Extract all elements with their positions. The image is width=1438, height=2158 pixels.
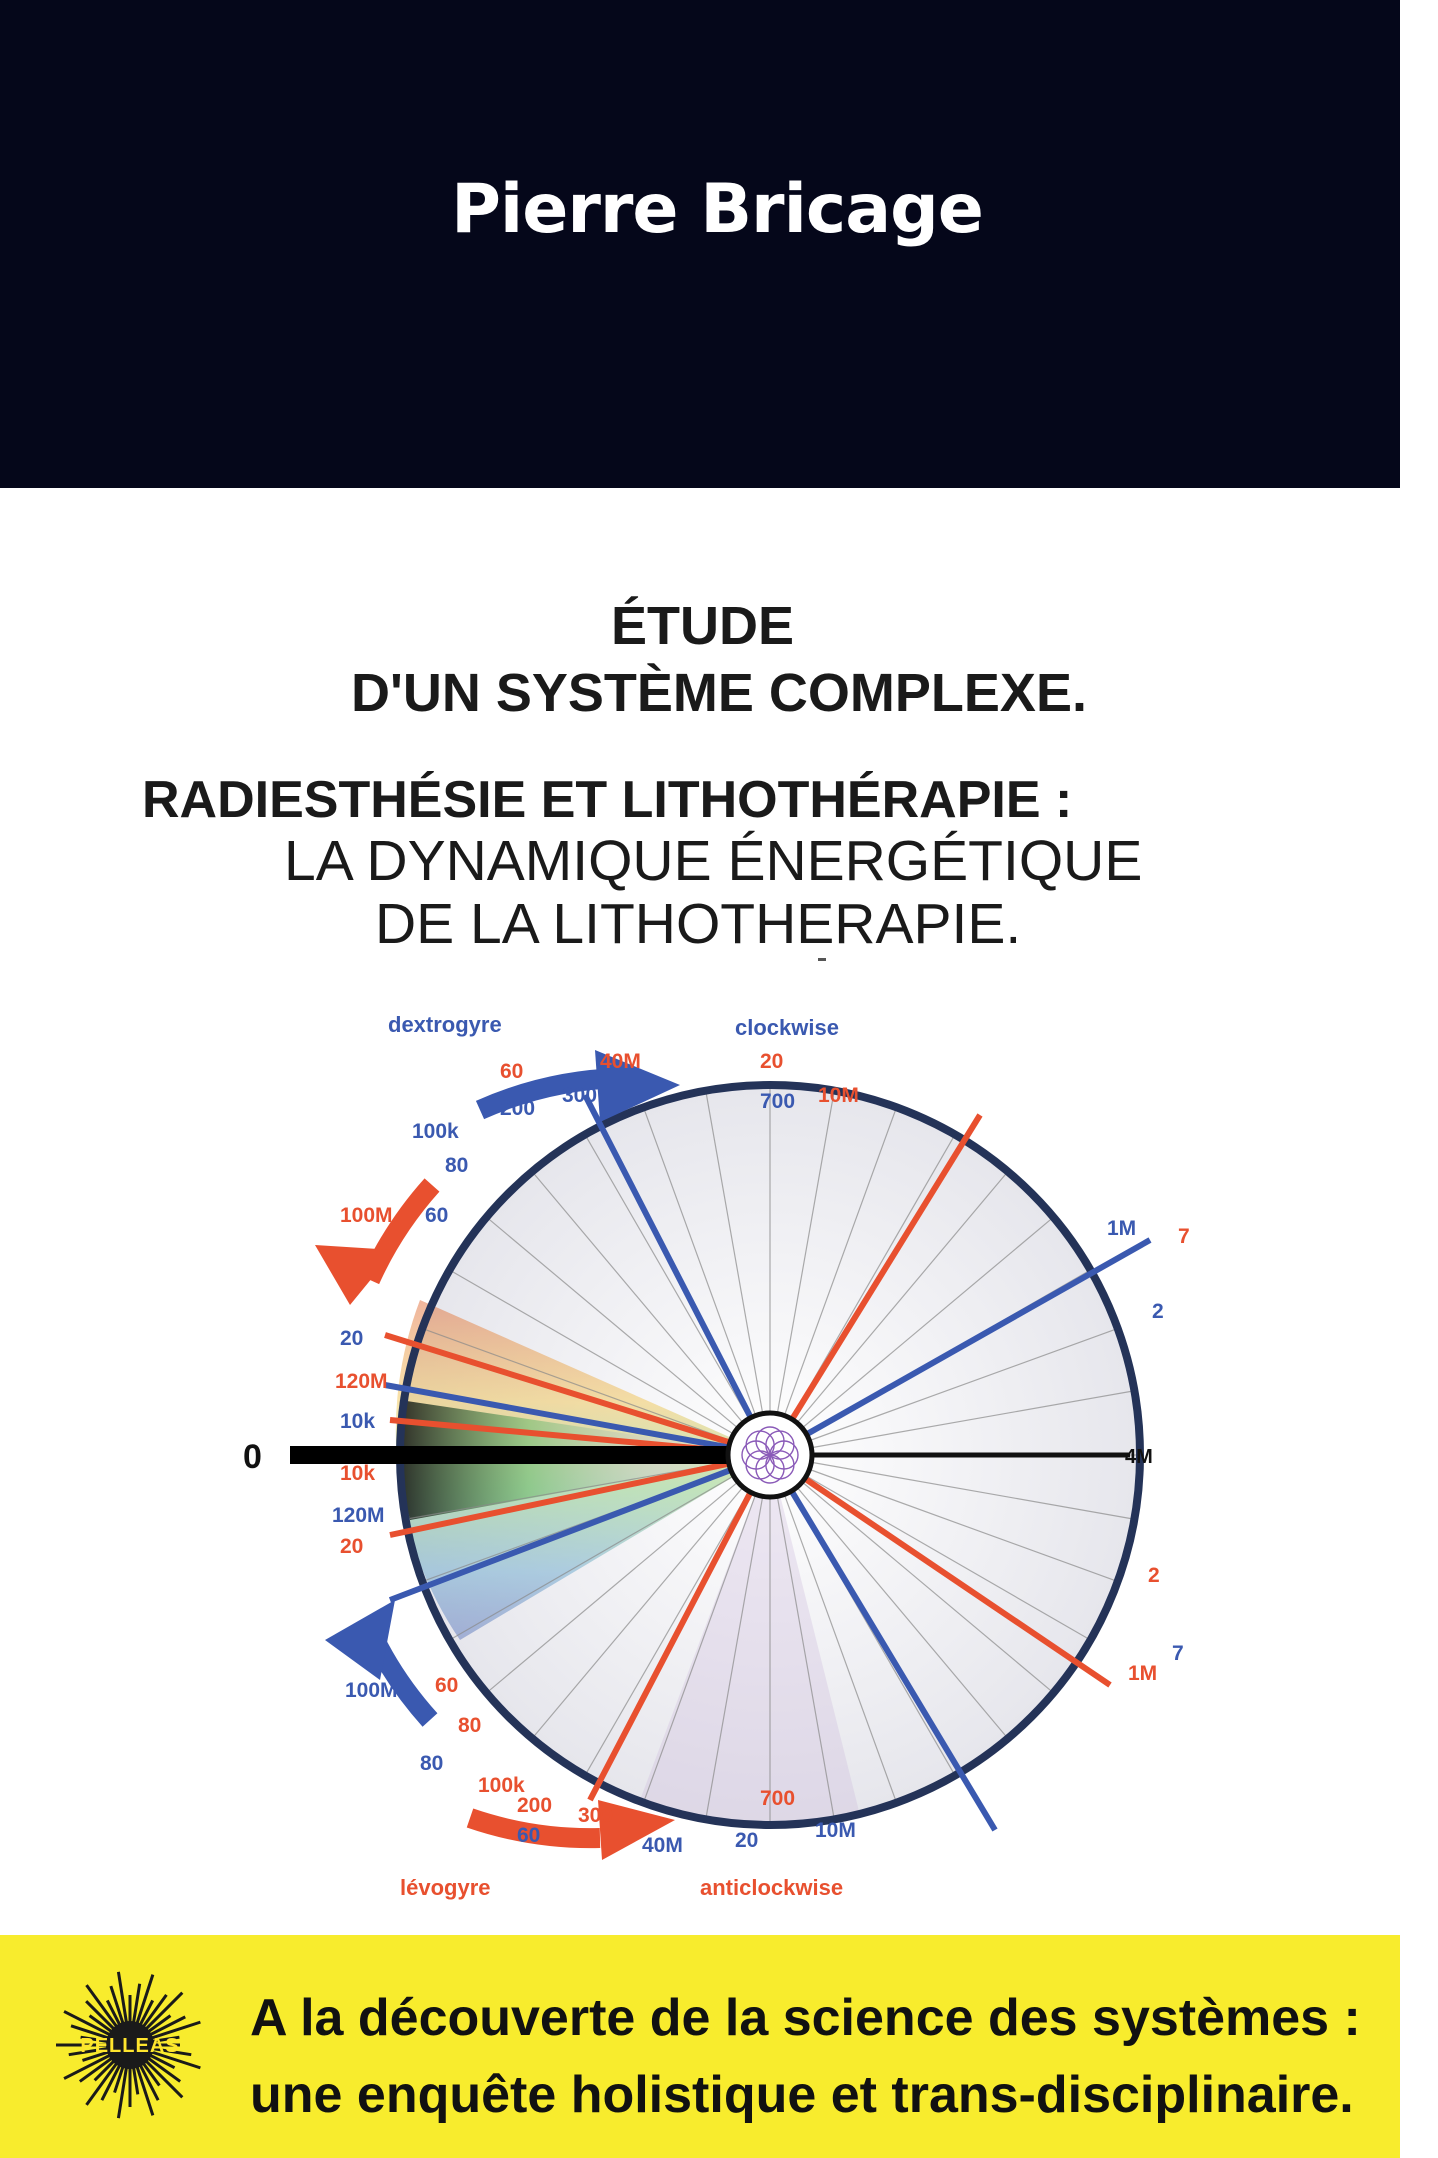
title-line-1: ÉTUDE <box>610 596 794 656</box>
tagline-line-1: A la découverte de la science des systèmes : <box>250 1989 1361 2047</box>
scale-label: 20 <box>735 1829 759 1852</box>
subtitle-line-3: DE LA LITHOTHERAPIE. <box>375 892 1022 956</box>
scale-label: 100k <box>412 1120 459 1143</box>
scale-label: 200 <box>500 1097 536 1120</box>
scale-label: 200 <box>517 1794 553 1817</box>
scale-label: 300 <box>562 1084 598 1107</box>
scale-label: 20 <box>760 1050 784 1073</box>
tagline-line-2: une enquête holistique et trans-disciplinaire. <box>250 2066 1354 2124</box>
label-zero: 0 <box>243 1438 262 1476</box>
scale-label: 60 <box>500 1060 524 1083</box>
scale-label: 1M <box>1107 1217 1137 1240</box>
label-dextrogyre: dextrogyre <box>388 1012 502 1037</box>
scale-label: 10M <box>818 1084 859 1107</box>
scale-label: 10k <box>340 1410 376 1433</box>
scale-label: 2 <box>1148 1564 1160 1587</box>
scale-label: 40M <box>642 1834 683 1857</box>
scale-label: 60 <box>425 1204 449 1227</box>
scale-label: 100M <box>340 1204 393 1227</box>
subtitle-line-2: LA DYNAMIQUE ÉNERGÉTIQUE <box>284 829 1143 893</box>
scale-label: 100k <box>478 1774 525 1797</box>
scale-label: 40M <box>600 1050 641 1073</box>
scale-label: 120M <box>335 1370 388 1393</box>
title-line-2: D'UN SYSTÈME COMPLEXE. <box>351 663 1087 723</box>
scale-label: 300 <box>578 1804 614 1827</box>
author-name: Pierre Bricage <box>451 170 983 249</box>
scale-label: 60 <box>435 1674 459 1697</box>
scale-label: 20 <box>340 1327 364 1350</box>
scale-label: 100M <box>345 1679 398 1702</box>
scale-label: 7 <box>1178 1225 1190 1248</box>
scale-label: 7 <box>1172 1642 1184 1665</box>
scale-label: 80 <box>420 1752 444 1775</box>
scale-label: 2 <box>1152 1300 1164 1323</box>
scale-label: 700 <box>760 1787 796 1810</box>
scale-label: 120M <box>332 1504 385 1527</box>
scale-label: 80 <box>445 1154 469 1177</box>
scale-label: 60 <box>517 1824 541 1847</box>
scale-label: 1M <box>1128 1662 1158 1685</box>
label-levogyre: lévogyre <box>400 1875 491 1900</box>
scale-label: 700 <box>760 1090 796 1113</box>
label-4M: 4M <box>1125 1446 1153 1468</box>
label-anticlockwise: anticlockwise <box>700 1875 844 1900</box>
label-clockwise: clockwise <box>735 1015 839 1040</box>
flower-of-life-icon <box>742 1427 798 1483</box>
scale-label: 10M <box>815 1819 856 1842</box>
subtitle-line-1: RADIESTHÉSIE ET LITHOTHÉRAPIE : <box>142 771 1073 829</box>
publisher-name: PELLEAS <box>80 2035 180 2057</box>
scale-label: 10k <box>340 1462 376 1485</box>
energy-dial-diagram <box>243 1000 1190 1900</box>
scale-label: 20 <box>340 1535 364 1558</box>
scale-label: 80 <box>458 1714 482 1737</box>
stray-mark <box>818 958 826 961</box>
